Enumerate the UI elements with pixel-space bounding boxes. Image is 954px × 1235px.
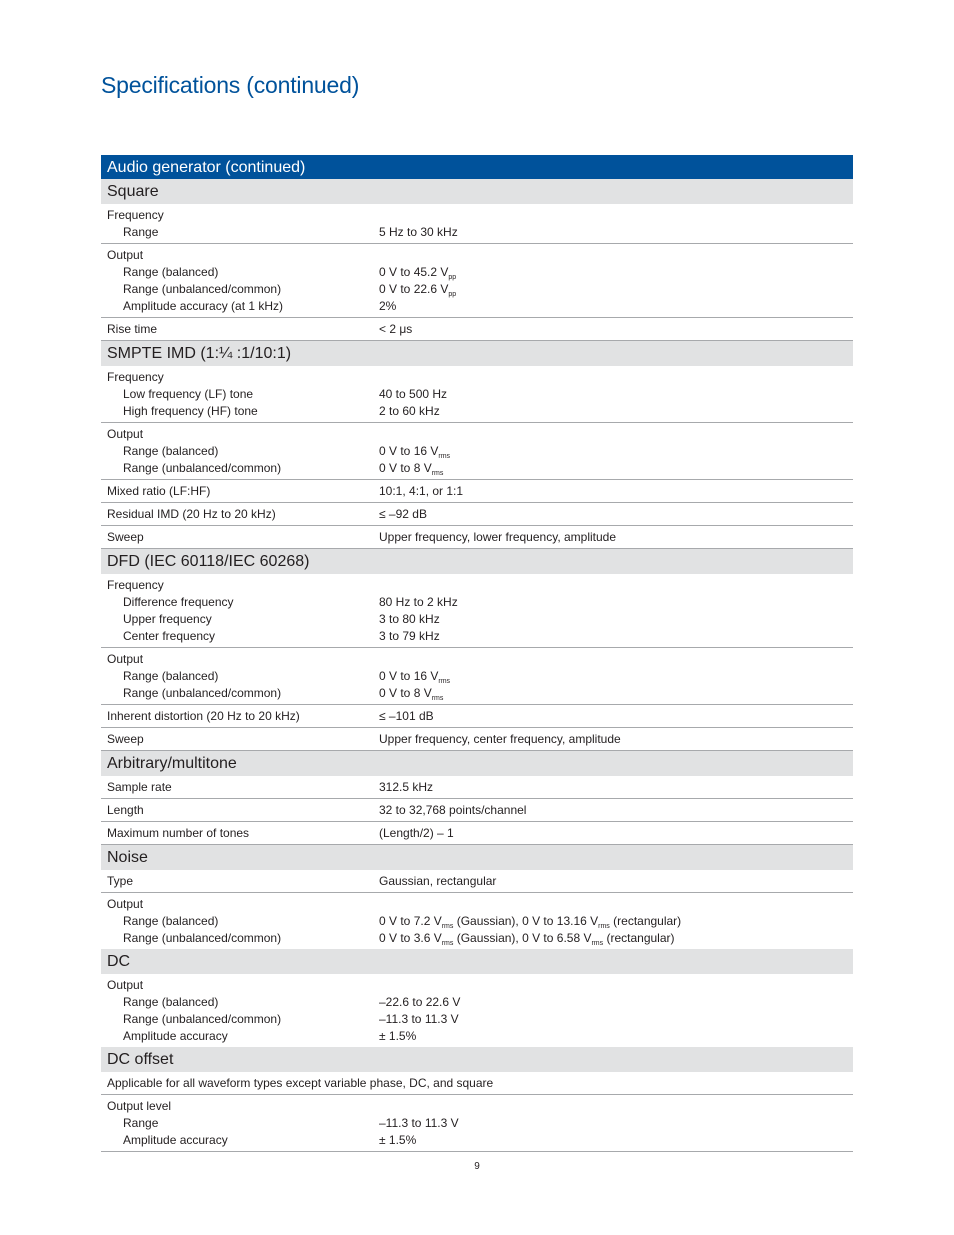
- spec-row: [101, 1098, 853, 1115]
- spec-label: Residual IMD (20 Hz to 20 kHz): [107, 507, 276, 521]
- spec-row: [101, 873, 853, 890]
- spec-group: [101, 822, 853, 845]
- spec-label: High frequency (HF) tone: [123, 404, 258, 418]
- spec-row: [101, 628, 853, 645]
- spec-value: [379, 321, 853, 338]
- spec-label: Output: [107, 978, 144, 992]
- spec-group: [101, 526, 853, 549]
- spec-row: [101, 247, 853, 264]
- value-text: ≤ –92 dB: [379, 507, 427, 521]
- spec-label: Range (balanced): [123, 995, 219, 1009]
- section-header: Arbitrary/multitone: [101, 751, 853, 776]
- spec-row: [101, 281, 853, 298]
- spec-label: Sample rate: [107, 780, 172, 794]
- value-text: (rectangular): [603, 931, 675, 945]
- value-text: Upper frequency, lower frequency, amplitude: [379, 530, 617, 544]
- section-header: Noise: [101, 845, 853, 870]
- spec-label: Frequency: [107, 208, 164, 222]
- spec-value: [379, 386, 853, 403]
- spec-value: [379, 611, 853, 628]
- spec-label: Range: [123, 225, 159, 239]
- spec-label: Rise time: [107, 322, 158, 336]
- spec-row: [101, 443, 853, 460]
- spec-row: [101, 506, 853, 523]
- spec-group: [101, 423, 853, 480]
- value-text: 80 Hz to 2 kHz: [379, 595, 458, 609]
- spec-group: [101, 204, 853, 244]
- spec-row: [101, 994, 853, 1011]
- unit-subscript: pp: [448, 274, 457, 281]
- spec-row: [101, 977, 853, 994]
- spec-label: Amplitude accuracy (at 1 kHz): [123, 299, 284, 313]
- spec-row: [101, 594, 853, 611]
- spec-group: [101, 705, 853, 728]
- value-text: (Length/2) – 1: [379, 826, 454, 840]
- spec-label: Range (balanced): [123, 265, 219, 279]
- spec-value: [379, 668, 853, 685]
- spec-value: [379, 651, 853, 668]
- spec-row: [101, 668, 853, 685]
- section-header: DC offset: [101, 1047, 853, 1072]
- value-text: 2 to 60 kHz: [379, 404, 440, 418]
- spec-label: Range (unbalanced/common): [123, 461, 282, 475]
- spec-label: Range (balanced): [123, 914, 219, 928]
- spec-value: [379, 685, 853, 702]
- spec-label: Output: [107, 248, 144, 262]
- spec-label: Range (unbalanced/common): [123, 282, 282, 296]
- spec-row: [101, 426, 853, 443]
- spec-label: Length: [107, 803, 144, 817]
- spec-label: Upper frequency: [123, 612, 212, 626]
- value-text: (Gaussian), 0 V to 13.16 V: [453, 914, 599, 928]
- spec-value: [379, 802, 853, 819]
- value-text: 2%: [379, 299, 397, 313]
- spec-label: Inherent distortion (20 Hz to 20 kHz): [107, 709, 300, 723]
- spec-row: [101, 825, 853, 842]
- spec-row: [101, 321, 853, 338]
- spec-row: [101, 611, 853, 628]
- spec-label: Mixed ratio (LF:HF): [107, 484, 211, 498]
- unit-subscript: rms: [441, 923, 454, 930]
- spec-label: Low frequency (LF) tone: [123, 387, 254, 401]
- page-number: 9: [474, 1161, 480, 1172]
- spec-label: Range (balanced): [123, 444, 219, 458]
- table-header: Audio generator (continued): [101, 155, 853, 179]
- spec-value: [379, 628, 853, 645]
- spec-group: [101, 893, 853, 949]
- spec-label: Difference frequency: [123, 595, 234, 609]
- value-text: 0 V to 7.2 V: [379, 914, 442, 928]
- value-text: ≤ –101 dB: [379, 709, 434, 723]
- value-text: –22.6 to 22.6 V: [379, 995, 461, 1009]
- value-text: 0 V to 3.6 V: [379, 931, 442, 945]
- spec-value: [379, 1132, 853, 1149]
- spec-value: [379, 731, 853, 748]
- value-text: 312.5 kHz: [379, 780, 434, 794]
- spec-group: [101, 366, 853, 423]
- value-text: 0 V to 45.2 V: [379, 265, 449, 279]
- unit-subscript: rms: [431, 695, 444, 702]
- spec-row: [101, 779, 853, 796]
- spec-row: [101, 369, 853, 386]
- unit-subscript: rms: [438, 678, 451, 685]
- spec-label: Type: [107, 874, 134, 888]
- spec-value: [379, 873, 853, 890]
- spec-row: [101, 264, 853, 281]
- spec-label: Range (balanced): [123, 669, 219, 683]
- value-text: 0 V to 16 V: [379, 444, 439, 458]
- spec-value: [379, 426, 853, 443]
- spec-row: [101, 1115, 853, 1132]
- value-text: ± 1.5%: [379, 1133, 417, 1147]
- spec-value: [379, 369, 853, 386]
- spec-value: [379, 1115, 853, 1132]
- spec-row: [101, 483, 853, 500]
- value-text: Upper frequency, center frequency, amplitude: [379, 732, 621, 746]
- value-text: 0 V to 8 V: [379, 461, 432, 475]
- value-text: Gaussian, rectangular: [379, 874, 497, 888]
- spec-group: [101, 480, 853, 503]
- spec-value: [379, 298, 853, 315]
- spec-group: [101, 1072, 853, 1095]
- spec-value: [379, 529, 853, 546]
- value-text: (Gaussian), 0 V to 6.58 V: [453, 931, 592, 945]
- page-title: Specifications (continued): [101, 72, 360, 98]
- spec-value: [379, 913, 853, 930]
- spec-label: Amplitude accuracy: [123, 1133, 228, 1147]
- spec-row: [101, 529, 853, 546]
- spec-row: [101, 651, 853, 668]
- spec-row: [101, 802, 853, 819]
- spec-row: [101, 1011, 853, 1028]
- value-text: 0 V to 22.6 V: [379, 282, 449, 296]
- spec-row: [101, 1028, 853, 1045]
- section-header: DC: [101, 949, 853, 974]
- spec-value: [379, 594, 853, 611]
- value-text: < 2 μs: [379, 322, 413, 336]
- spec-group: [101, 870, 853, 893]
- spec-row: [101, 896, 853, 913]
- value-text: 3 to 80 kHz: [379, 612, 440, 626]
- spec-label: Output level: [107, 1099, 172, 1113]
- spec-value: [379, 896, 853, 913]
- spec-value: [379, 825, 853, 842]
- section-header: DFD (IEC 60118/IEC 60268): [101, 549, 853, 574]
- value-text: 5 Hz to 30 kHz: [379, 225, 458, 239]
- spec-row: [101, 1075, 853, 1092]
- spec-value: [379, 483, 853, 500]
- spec-value: [379, 1098, 853, 1115]
- spec-value: [379, 506, 853, 523]
- spec-label: Range (unbalanced/common): [123, 1012, 282, 1026]
- spec-value: [379, 1011, 853, 1028]
- spec-row: [101, 386, 853, 403]
- spec-value: [379, 708, 853, 725]
- value-text: 3 to 79 kHz: [379, 629, 440, 643]
- spec-label: Amplitude accuracy: [123, 1029, 228, 1043]
- spec-group: [101, 574, 853, 648]
- value-text: 10:1, 4:1, or 1:1: [379, 484, 464, 498]
- spec-row: [101, 708, 853, 725]
- spec-value: [379, 930, 853, 947]
- spec-group: [101, 728, 853, 751]
- unit-subscript: rms: [598, 923, 610, 930]
- unit-subscript: rms: [441, 940, 454, 947]
- spec-note: Applicable for all waveform types except variable phase, DC, and square: [107, 1076, 494, 1090]
- spec-value: [379, 994, 853, 1011]
- spec-label: Sweep: [107, 530, 144, 544]
- spec-table: [101, 155, 853, 1152]
- spec-value: [379, 443, 853, 460]
- spec-value: [379, 224, 853, 241]
- spec-value: [379, 779, 853, 796]
- spec-label: Sweep: [107, 732, 144, 746]
- spec-row: [101, 1132, 853, 1149]
- spec-group: [101, 799, 853, 822]
- spec-value: [379, 281, 853, 298]
- spec-group: [101, 974, 853, 1047]
- spec-group: [101, 1095, 853, 1152]
- spec-label: Maximum number of tones: [107, 826, 250, 840]
- spec-value: [379, 577, 853, 594]
- spec-value: [379, 207, 853, 224]
- spec-row: [101, 577, 853, 594]
- spec-row: [101, 403, 853, 420]
- value-text: –11.3 to 11.3 V: [379, 1012, 459, 1026]
- spec-row: [101, 207, 853, 224]
- spec-row: [101, 224, 853, 241]
- value-text: ± 1.5%: [379, 1029, 417, 1043]
- spec-label: Center frequency: [123, 629, 216, 643]
- unit-subscript: rms: [591, 940, 604, 947]
- spec-group: [101, 776, 853, 799]
- spec-label: Frequency: [107, 578, 164, 592]
- spec-label: Range (unbalanced/common): [123, 931, 282, 945]
- value-text: –11.3 to 11.3 V: [379, 1116, 459, 1130]
- spec-row: [101, 913, 853, 930]
- spec-label: Frequency: [107, 370, 164, 384]
- spec-group: [101, 318, 853, 341]
- spec-value: [379, 1028, 853, 1045]
- spec-label: Output: [107, 652, 144, 666]
- spec-row: [101, 685, 853, 702]
- value-text: 40 to 500 Hz: [379, 387, 448, 401]
- section-header: SMPTE IMD (1:¼ :1/10:1): [101, 341, 853, 366]
- spec-label: Range (unbalanced/common): [123, 686, 282, 700]
- spec-value: [379, 403, 853, 420]
- spec-row: [101, 930, 853, 947]
- unit-subscript: rms: [438, 453, 451, 460]
- spec-group: [101, 503, 853, 526]
- value-text: (rectangular): [609, 914, 682, 928]
- value-text: 0 V to 8 V: [379, 686, 432, 700]
- spec-label: Output: [107, 427, 144, 441]
- spec-value: [379, 977, 853, 994]
- spec-sections: [101, 179, 853, 1152]
- value-text: 32 to 32,768 points/channel: [379, 803, 527, 817]
- spec-label: Output: [107, 897, 144, 911]
- spec-label: Range: [123, 1116, 159, 1130]
- section-header: Square: [101, 179, 853, 204]
- spec-row: [101, 460, 853, 477]
- spec-row: [101, 731, 853, 748]
- spec-group: [101, 648, 853, 705]
- spec-value: [379, 460, 853, 477]
- unit-subscript: pp: [448, 291, 457, 298]
- unit-subscript: rms: [431, 470, 444, 477]
- value-text: 0 V to 16 V: [379, 669, 439, 683]
- spec-row: [101, 298, 853, 315]
- spec-value: [379, 247, 853, 264]
- spec-group: [101, 244, 853, 318]
- spec-value: [379, 264, 853, 281]
